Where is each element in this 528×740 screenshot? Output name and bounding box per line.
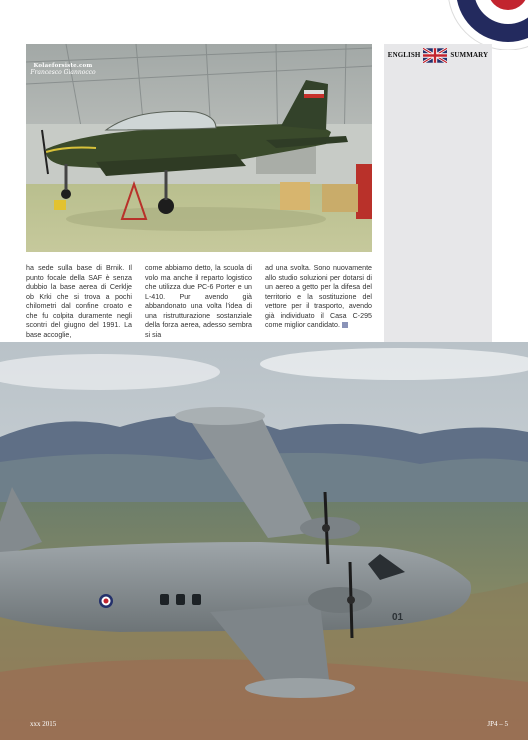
- watermark-site: Kolaeforsiste.com: [33, 63, 93, 69]
- raf-roundel-icon: [448, 0, 528, 50]
- watermark-signature: Francesco Giannocco: [30, 69, 96, 76]
- aircraft-photo: [0, 342, 528, 740]
- english-summary-header: [384, 44, 492, 66]
- footer-issue: xxx 2015: [30, 720, 57, 728]
- union-jack-icon: [423, 48, 447, 63]
- article-end-mark-icon: [342, 322, 348, 328]
- summary-word-summary: SUMMARY: [450, 51, 489, 59]
- article-column-3-text: ad una svolta. Sono nuovamente allo studio soluzioni per dotarsi di un aereo a getto per la difesa del territorio e la sostituzione del vettore per il trasporto, avendo già individuato il Casa C-295 come miglior candidato.: [265, 264, 372, 330]
- article-column-2: come abbiamo detto, la scuola di volo ma anche il reparto logistico che utilizza due PC-6 Porter e un L-410. Pur avendo già abbandonato una volta l'idea di una ristrutturazione sostanziale della forza aerea, adesso sembra si sia: [145, 264, 252, 339]
- article-column-1: ha sede sulla base di Brnik. Il punto focale della SAF è senza dubbio la base aerea di Cerklje ob Krki che si trova a pochi chilometri dal confine croato e che fu colpita duramente negli scontri del giugno del 1991. La base accoglie,: [26, 264, 132, 339]
- hangar-photo: [26, 44, 372, 252]
- footer-page-number: JP4 – 5: [487, 720, 508, 728]
- summary-word-english: ENGLISH: [387, 51, 421, 59]
- article-column-3: [265, 264, 372, 331]
- aircraft-tail-code: 01: [392, 612, 404, 623]
- photographer-watermark: [30, 50, 96, 76]
